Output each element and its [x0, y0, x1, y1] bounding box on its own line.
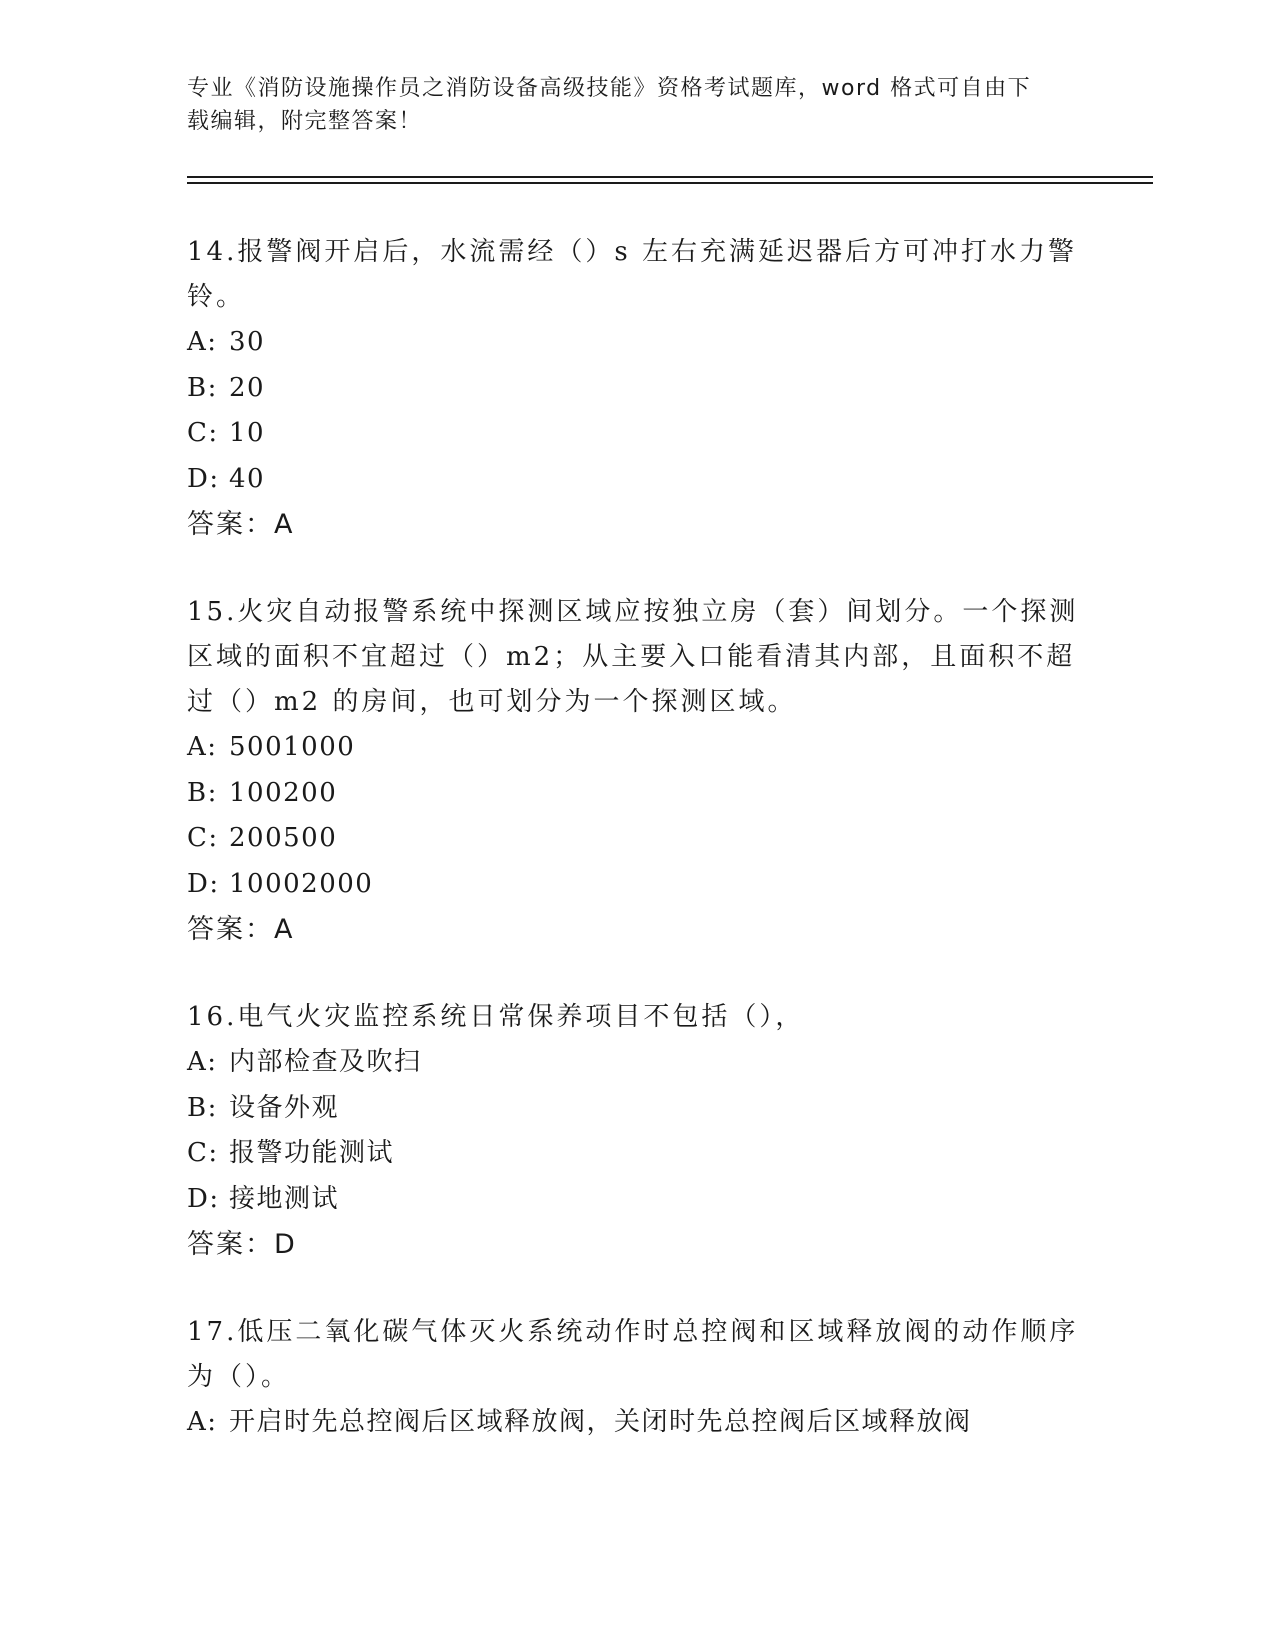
question-16 [187, 995, 1087, 1268]
option-b: B: 设备外观 [187, 1092, 340, 1123]
option-a: A: 5001000 [187, 732, 356, 762]
option-d: D: 接地测试 [187, 1183, 340, 1214]
option-a: A: 内部检查及吹扫 [187, 1047, 422, 1077]
header-divider-bottom [187, 182, 1153, 184]
header-divider-top [187, 176, 1153, 178]
header-line-2: 载编辑，附完整答案！ [187, 109, 423, 134]
document-header [187, 72, 1087, 138]
question-list [187, 230, 1087, 1488]
question-text: 14.报警阀开启后，水流需经（）s 左右充满延迟器后方可冲打水力警 铃。 [187, 237, 1077, 312]
question-text: 16.电气火灾监控系统日常保养项目不包括（）， [187, 1002, 805, 1032]
question-text: 17.低压二氧化碳气体灭火系统动作时总控阀和区域释放阀的动作顺序 为（）。 [187, 1317, 1079, 1392]
option-c: C: 10 [187, 418, 266, 448]
question-14 [187, 230, 1087, 548]
option-c: C: 200500 [187, 823, 338, 853]
answer-line: 答案：A [187, 914, 295, 945]
option-d: D: 10002000 [187, 868, 374, 899]
option-b: B: 20 [187, 372, 266, 403]
option-b: B: 100200 [187, 777, 338, 808]
question-17 [187, 1310, 1087, 1446]
option-d: D: 40 [187, 463, 266, 494]
option-c: C: 报警功能测试 [187, 1138, 395, 1168]
answer-line: 答案：D [187, 1229, 297, 1260]
answer-line: 答案：A [187, 509, 295, 540]
option-a: A: 开启时先总控阀后区域释放阀，关闭时先总控阀后区域释放阀 [187, 1407, 972, 1437]
question-text: 15.火灾自动报警系统中探测区域应按独立房（套）间划分。一个探测 区域的面积不宜超过（）m2；从主要入口能看清其内部，且面积不超 过（）m2 的房间，也可划分为一个探测区域。 [187, 597, 1079, 717]
header-line-1: 专业《消防设施操作员之消防设备高级技能》资格考试题库，word 格式可自由下 [187, 76, 1032, 101]
question-15 [187, 590, 1087, 953]
option-a: A: 30 [187, 327, 266, 357]
